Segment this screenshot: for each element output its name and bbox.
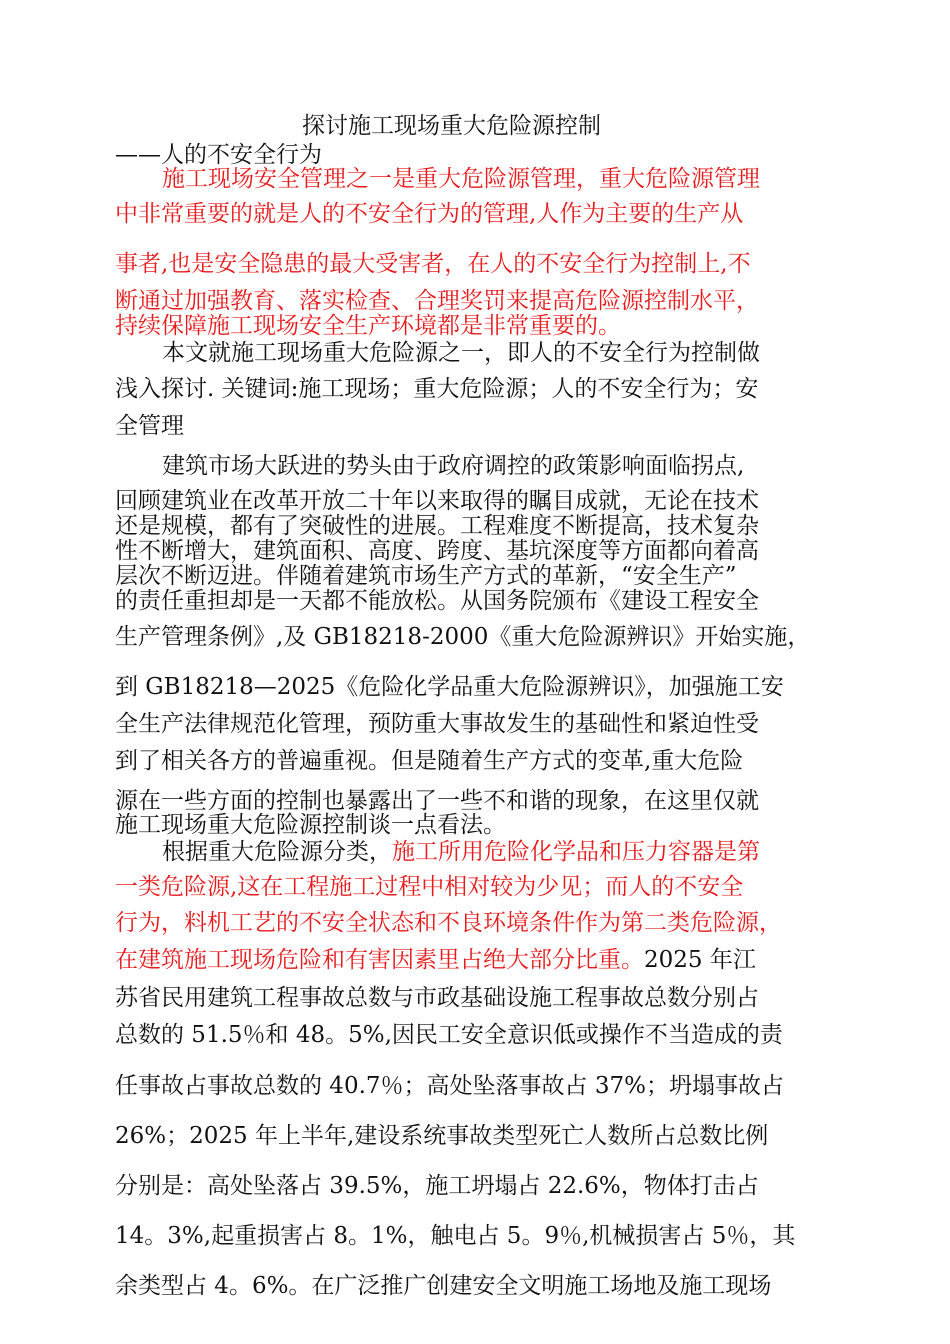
- body-line: [115, 1072, 784, 1100]
- body-line: [115, 747, 743, 775]
- body-line: [162, 452, 744, 480]
- body-line: [115, 537, 759, 565]
- document-subtitle: ——人的不安全行为: [115, 142, 322, 168]
- body-line: [115, 873, 743, 901]
- text-segment: 回顾建筑业在改革开放二十年以来取得的瞩目成就，无论在技术: [115, 488, 759, 514]
- text-segment: 的责任重担却是一天都不能放松。从国务院颁布《建设工程安全: [115, 588, 759, 614]
- text-segment: 本文就施工现场重大危险源之一，即人的不安全行为控制做: [162, 340, 760, 366]
- text-segment: 分别是：高处坠落占 39.5%，施工坍塌占 22.6%，物体打击占: [115, 1173, 759, 1199]
- text-segment: 行为，料机工艺的不安全状态和不良环境条件作为第二类危险源，: [115, 910, 782, 936]
- body-line: [115, 710, 759, 738]
- body-line: [115, 312, 621, 340]
- body-line: [115, 587, 759, 615]
- text-segment: 到了相关各方的普遍重视。但是随着生产方式的变革,重大危险: [115, 748, 744, 774]
- text-segment: 断通过加强教育、落实检查、合理奖罚来提高危险源控制水平，: [115, 288, 759, 314]
- body-line: [115, 200, 743, 228]
- text-segment: 苏省民用建筑工程事故总数与市政基础设施工程事故总数分别占: [115, 985, 759, 1011]
- text-segment: 持续保障施工现场安全生产环境都是非常重要的。: [115, 313, 621, 339]
- body-line: [115, 1172, 759, 1200]
- body-line: [115, 1222, 795, 1250]
- text-segment: 全生产法律规范化管理，预防重大事故发生的基础性和紧迫性受: [115, 711, 759, 737]
- body-line: [115, 487, 759, 515]
- body-line: [115, 811, 506, 839]
- body-line: [115, 909, 782, 937]
- text-segment: 性不断增大，建筑面积、高度、跨度、基坑深度等方面都向着高: [115, 538, 759, 564]
- text-segment: 施工所用危险化学品和压力容器是第: [392, 839, 760, 865]
- text-segment: 浅入探讨. 关键词:施工现场；重大危险源；人的不安全行为；安: [115, 376, 759, 402]
- body-line: [115, 1122, 768, 1150]
- body-line: [115, 412, 184, 440]
- body-line: [162, 339, 760, 367]
- text-segment: 施工现场重大危险源控制谈一点看法。: [115, 812, 506, 838]
- text-segment: 还是规模，都有了突破性的进展。工程难度不断提高，技术复杂: [115, 513, 759, 539]
- text-segment: 建筑市场大跃进的势头由于政府调控的政策影响面临拐点,: [162, 453, 745, 479]
- text-segment: 26%；2025 年上半年,建设系统事故类型死亡人数所占总数比例: [115, 1123, 769, 1149]
- body-line: [115, 623, 810, 651]
- text-segment: 一类危险源,这在工程施工过程中相对较为少见；而人的不安全: [115, 874, 744, 900]
- text-segment: 到 GB18218—2025《危险化学品重大危险源辨识》，加强施工安: [115, 674, 784, 700]
- body-line: [115, 946, 756, 974]
- text-segment: 总数的 51.5％和 48。5%,因民工安全意识低或操作不当造成的责: [115, 1022, 783, 1048]
- text-segment: 余类型占 4。6%。在广泛推广创建安全文明施工场地及施工现场: [115, 1273, 772, 1299]
- text-segment: 根据重大危险源分类，: [162, 839, 392, 865]
- body-line: [162, 838, 760, 866]
- text-segment: 2025 年江: [644, 947, 756, 973]
- body-line: [115, 375, 758, 403]
- text-segment: 全管理: [115, 413, 184, 439]
- document-title: 探讨施工现场重大危险源控制: [302, 113, 601, 139]
- body-line: [115, 562, 737, 590]
- text-segment: 任事故占事故总数的 40.7％；高处坠落事故占 37%；坍塌事故占: [115, 1073, 784, 1099]
- text-segment: 事者,也是安全隐患的最大受害者，在人的不安全行为控制上,不: [115, 251, 751, 277]
- body-line: [115, 673, 784, 701]
- body-line: [115, 512, 759, 540]
- body-line: [115, 1272, 771, 1300]
- text-segment: 14。3%,起重损害占 8。1%，触电占 5。9％,机械损害占 5％，其: [115, 1223, 796, 1249]
- body-line: [162, 165, 760, 193]
- body-line: [115, 1021, 783, 1049]
- text-segment: 施工现场安全管理之一是重大危险源管理，重大危险源管理: [162, 166, 760, 192]
- text-segment: 层次不断迈进。伴随着建筑市场生产方式的革新，“安全生产”: [115, 563, 737, 589]
- text-segment: 在建筑施工现场危险和有害因素里占绝大部分比重。: [115, 947, 644, 973]
- text-segment: 生产管理条例》,及 GB18218-2000《重大危险源辨识》开始实施，: [115, 624, 811, 650]
- body-line: [115, 250, 751, 278]
- body-line: [115, 287, 759, 315]
- text-segment: 源在一些方面的控制也暴露出了一些不和谐的现象，在这里仅就: [115, 788, 759, 814]
- text-segment: 中非常重要的就是人的不安全行为的管理,人作为主要的生产从: [115, 201, 744, 227]
- body-line: [115, 984, 759, 1012]
